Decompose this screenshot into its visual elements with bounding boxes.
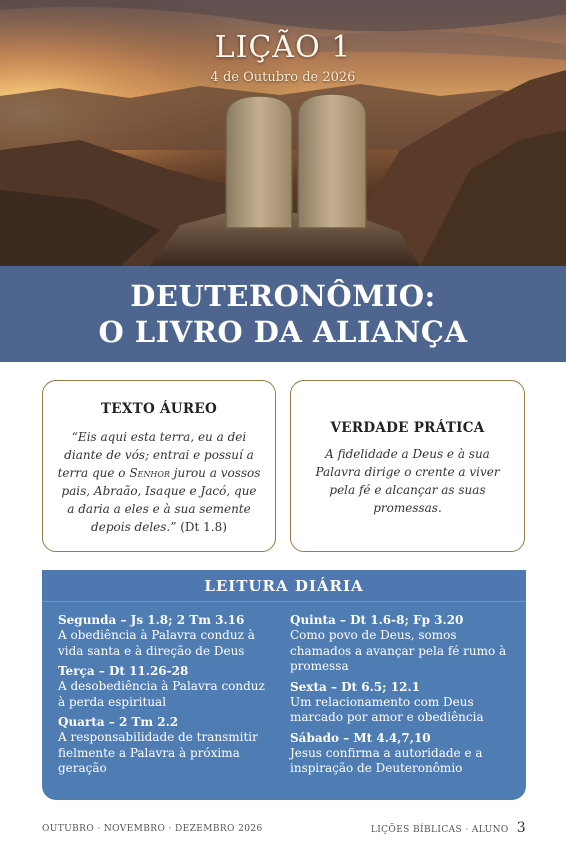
day-text: A obediência à Palavra conduz à vida santa e à direção de Deus xyxy=(58,628,255,658)
reading-day-friday xyxy=(290,679,516,726)
quote-reference: (Dt 1.8) xyxy=(180,520,227,534)
day-text: Jesus confirma a autoridade e a inspiração de Deuteronômio xyxy=(290,745,483,775)
reading-day-wednesday xyxy=(58,714,274,777)
footer-publication xyxy=(371,820,526,836)
verdade-pratica-box xyxy=(290,380,525,552)
day-reference: Sexta – Dt 6.5; 12.1 xyxy=(290,679,420,694)
day-reference: Sábado – Mt 4.4,7,10 xyxy=(290,730,431,745)
day-text: Como povo de Deus, somos chamados a avançar pela fé rumo à promessa xyxy=(290,628,507,673)
reading-column-left xyxy=(58,612,274,781)
leitura-diaria-header xyxy=(42,570,526,602)
day-reference: Terça – Dt 11.26-28 xyxy=(58,664,189,678)
day-reference: Segunda – Js 1.8; 2 Tm 3.16 xyxy=(58,613,245,627)
main-title-line-1: DEUTERONÔMIO: xyxy=(130,279,436,313)
reading-column-right xyxy=(290,612,516,781)
hero-image xyxy=(0,0,566,266)
verdade-pratica-heading: VERDADE PRÁTICA xyxy=(330,420,485,436)
lesson-title: LIÇÃO 1 xyxy=(214,30,352,65)
footer-title: LIÇÕES BÍBLICAS · ALUNO xyxy=(370,825,509,835)
texto-aureo-heading: TEXTO ÁUREO xyxy=(100,401,218,417)
main-title-line-2: O LIVRO DA ALIANÇA xyxy=(98,315,468,349)
leitura-diaria-heading: LEITURA DIÁRIA xyxy=(204,576,364,595)
verdade-pratica-text: A fidelidade a Deus e à sua Palavra dirige o crente a viver pela fé e alcançar as suas promessas. xyxy=(315,447,500,515)
texto-aureo-box xyxy=(42,380,276,552)
title-band xyxy=(0,266,566,362)
leitura-diaria-box xyxy=(42,570,526,800)
quote-lord: Senhor xyxy=(129,466,170,480)
quote-part-2: jurou a vossos pais, Abraão, Isaque e Jacó, que a daria a eles e à sua semente depois deles.” xyxy=(61,466,261,534)
reading-day-monday xyxy=(58,612,274,659)
footer-quarter: OUTUBRO · NOVEMBRO · DEZEMBRO 2026 xyxy=(42,824,263,834)
reading-day-saturday xyxy=(290,730,516,777)
lesson-date: 4 de Outubro de 2026 xyxy=(210,70,356,85)
reading-day-thursday xyxy=(290,612,516,675)
day-text: A desobediência à Palavra conduz à perda espiritual xyxy=(58,679,265,709)
quote-part-1: “Eis aqui esta terra, eu a dei diante de vós; entrai e possuí a terra que o xyxy=(57,430,254,480)
day-reference: Quinta – Dt 1.6-8; Fp 3.20 xyxy=(290,613,464,627)
day-reference: Quarta – 2 Tm 2.2 xyxy=(58,715,179,729)
day-text: Um relacionamento com Deus marcado por amor e obediência xyxy=(290,694,484,724)
day-text: A responsabilidade de transmitir fielmente a Palavra à próxima geração xyxy=(58,730,258,775)
texto-aureo-quote xyxy=(43,428,275,536)
reading-day-tuesday xyxy=(58,663,274,710)
page-number: 3 xyxy=(516,820,526,836)
